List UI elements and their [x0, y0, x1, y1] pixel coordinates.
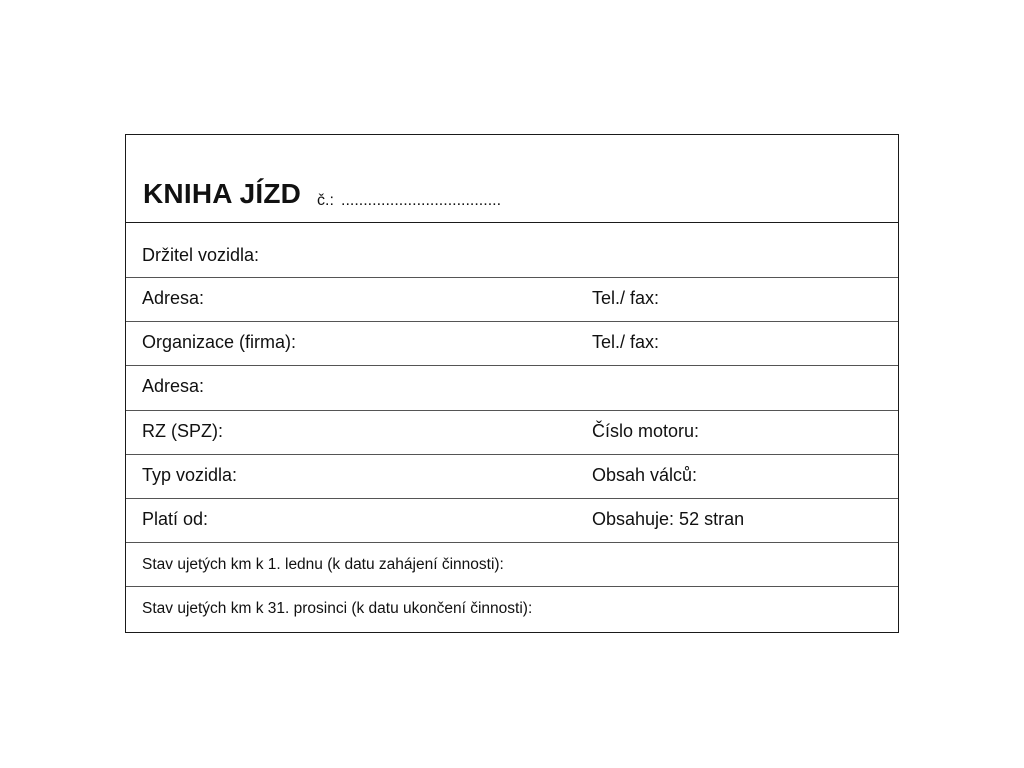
label-registration: RZ (SPZ): — [142, 420, 223, 441]
label-vehicle-type: Typ vozidla: — [142, 464, 238, 485]
label-org-tel-fax: Tel./ fax: — [592, 332, 660, 353]
form-row-km-start — [126, 543, 898, 587]
label-organization: Organizace (firma): — [142, 332, 297, 353]
form-row-valid-from — [126, 499, 898, 543]
label-page-count: Obsahuje: 52 stran — [592, 508, 745, 529]
form-title: KNIHA JÍZD — [143, 178, 302, 209]
label-tel-fax: Tel./ fax: — [592, 288, 660, 308]
number-field-dots: .................................... — [341, 192, 502, 209]
form-row-organization — [126, 322, 898, 366]
form-row-vehicle-type — [126, 455, 898, 499]
label-vehicle-holder: Držitel vozidla: — [142, 245, 260, 265]
logbook-form — [125, 134, 899, 633]
number-label: č.: — [317, 192, 334, 209]
label-valid-from: Platí od: — [142, 508, 209, 529]
title-row — [126, 135, 898, 223]
label-engine-number: Číslo motoru: — [592, 420, 700, 441]
form-row-org-address — [126, 366, 898, 410]
label-km-start: Stav ujetých km k 1. lednu (k datu zahájení činnosti): — [142, 556, 504, 574]
label-org-address: Adresa: — [142, 376, 205, 397]
form-row-km-end — [126, 587, 898, 631]
label-km-end: Stav ujetých km k 31. prosinci (k datu ukončení činnosti): — [142, 600, 533, 618]
label-displacement: Obsah válců: — [592, 464, 698, 485]
form-row-address — [126, 278, 898, 322]
form-row-holder — [126, 223, 898, 278]
label-address: Adresa: — [142, 288, 205, 308]
form-row-registration — [126, 411, 898, 455]
